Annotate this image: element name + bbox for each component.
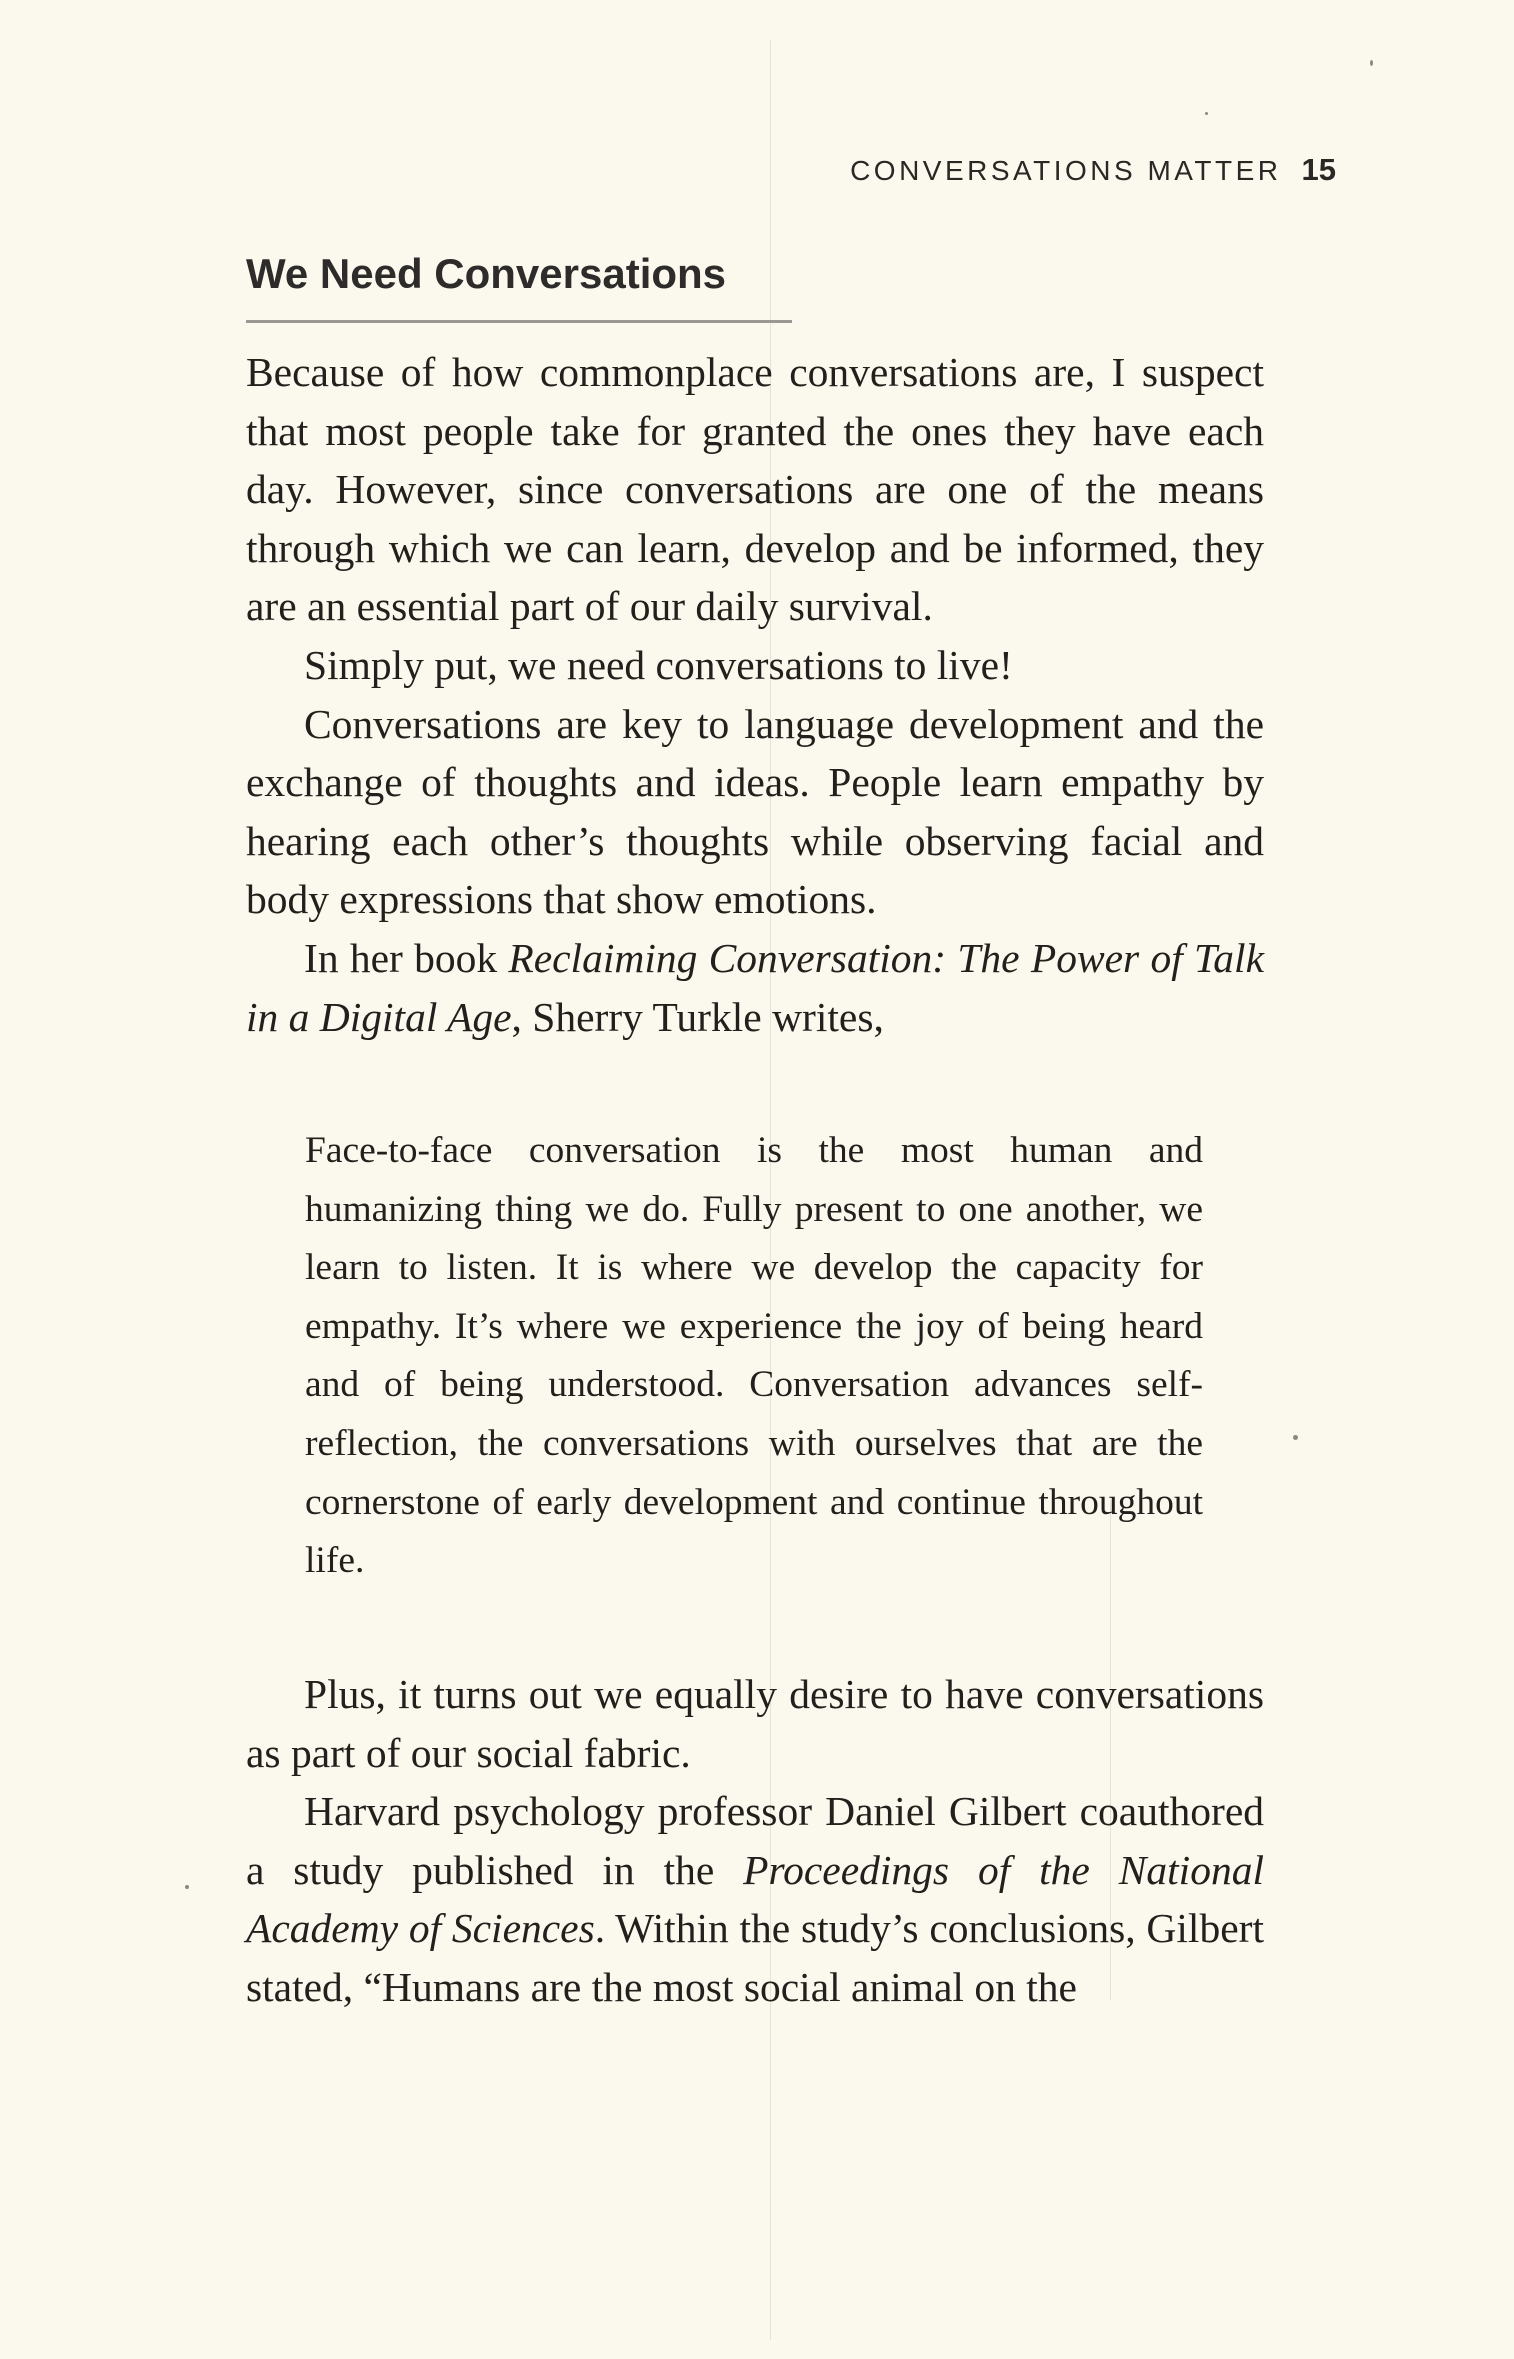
text-run: Harvard psychology professor Daniel Gilbert coauthored a study published in the bbox=[246, 1788, 1264, 1893]
text-run: In her book bbox=[304, 934, 509, 981]
paragraph: Conversations are key to language development and the exchange of thoughts and ideas. People learn empathy by hearing each other’s thoughts while observing facial and body expressions that show emotions. bbox=[246, 700, 1264, 923]
text-run: , Sherry Turkle writes, bbox=[511, 993, 884, 1040]
scan-speck bbox=[1293, 1435, 1298, 1440]
book-title: Reclaiming Conversation: The Power of Talk in a Digital Age bbox=[246, 934, 1264, 1040]
scan-speck bbox=[1205, 112, 1208, 115]
block-quote: Face-to-face conversation is the most human and humanizing thing we do. Fully present to one another, we learn to listen. It is where we develop the capacity for empathy. It’s where we experience the joy of being heard and of being understood. Conversation advances self-reflection, the conversations with ourselves that are the cornerstone of early development and continue throughout life. bbox=[305, 1130, 1203, 1582]
running-head-title: CONVERSATIONS MATTER bbox=[850, 155, 1282, 186]
scan-speck bbox=[1370, 60, 1373, 66]
text-run: . Within the study’s conclusions, Gilbert stated, “Humans are the most social animal on the bbox=[246, 1905, 1264, 2010]
journal-title: Proceedings of the National Academy of Sciences bbox=[246, 1846, 1264, 1952]
paragraph: Plus, it turns out we equally desire to have conversations as part of our social fabric. bbox=[246, 1671, 1264, 1776]
body-text-continued bbox=[246, 1665, 1264, 2017]
paragraph: Because of how commonplace conversations are, I suspect that most people take for granted the ones they have each day. However, since conversations are one of the means through which we can learn, develop and be informed, they are an essential part of our daily survival. bbox=[246, 349, 1264, 630]
running-head bbox=[850, 152, 1336, 188]
paragraph bbox=[246, 1782, 1264, 2016]
page-number: 15 bbox=[1301, 152, 1336, 187]
scan-speck bbox=[185, 1885, 189, 1889]
paragraph bbox=[246, 929, 1264, 1046]
paragraph: Simply put, we need conversations to live! bbox=[304, 641, 1013, 688]
body-text bbox=[246, 343, 1264, 1046]
heading-rule bbox=[246, 320, 792, 323]
section-heading: We Need Conversations bbox=[246, 250, 727, 297]
